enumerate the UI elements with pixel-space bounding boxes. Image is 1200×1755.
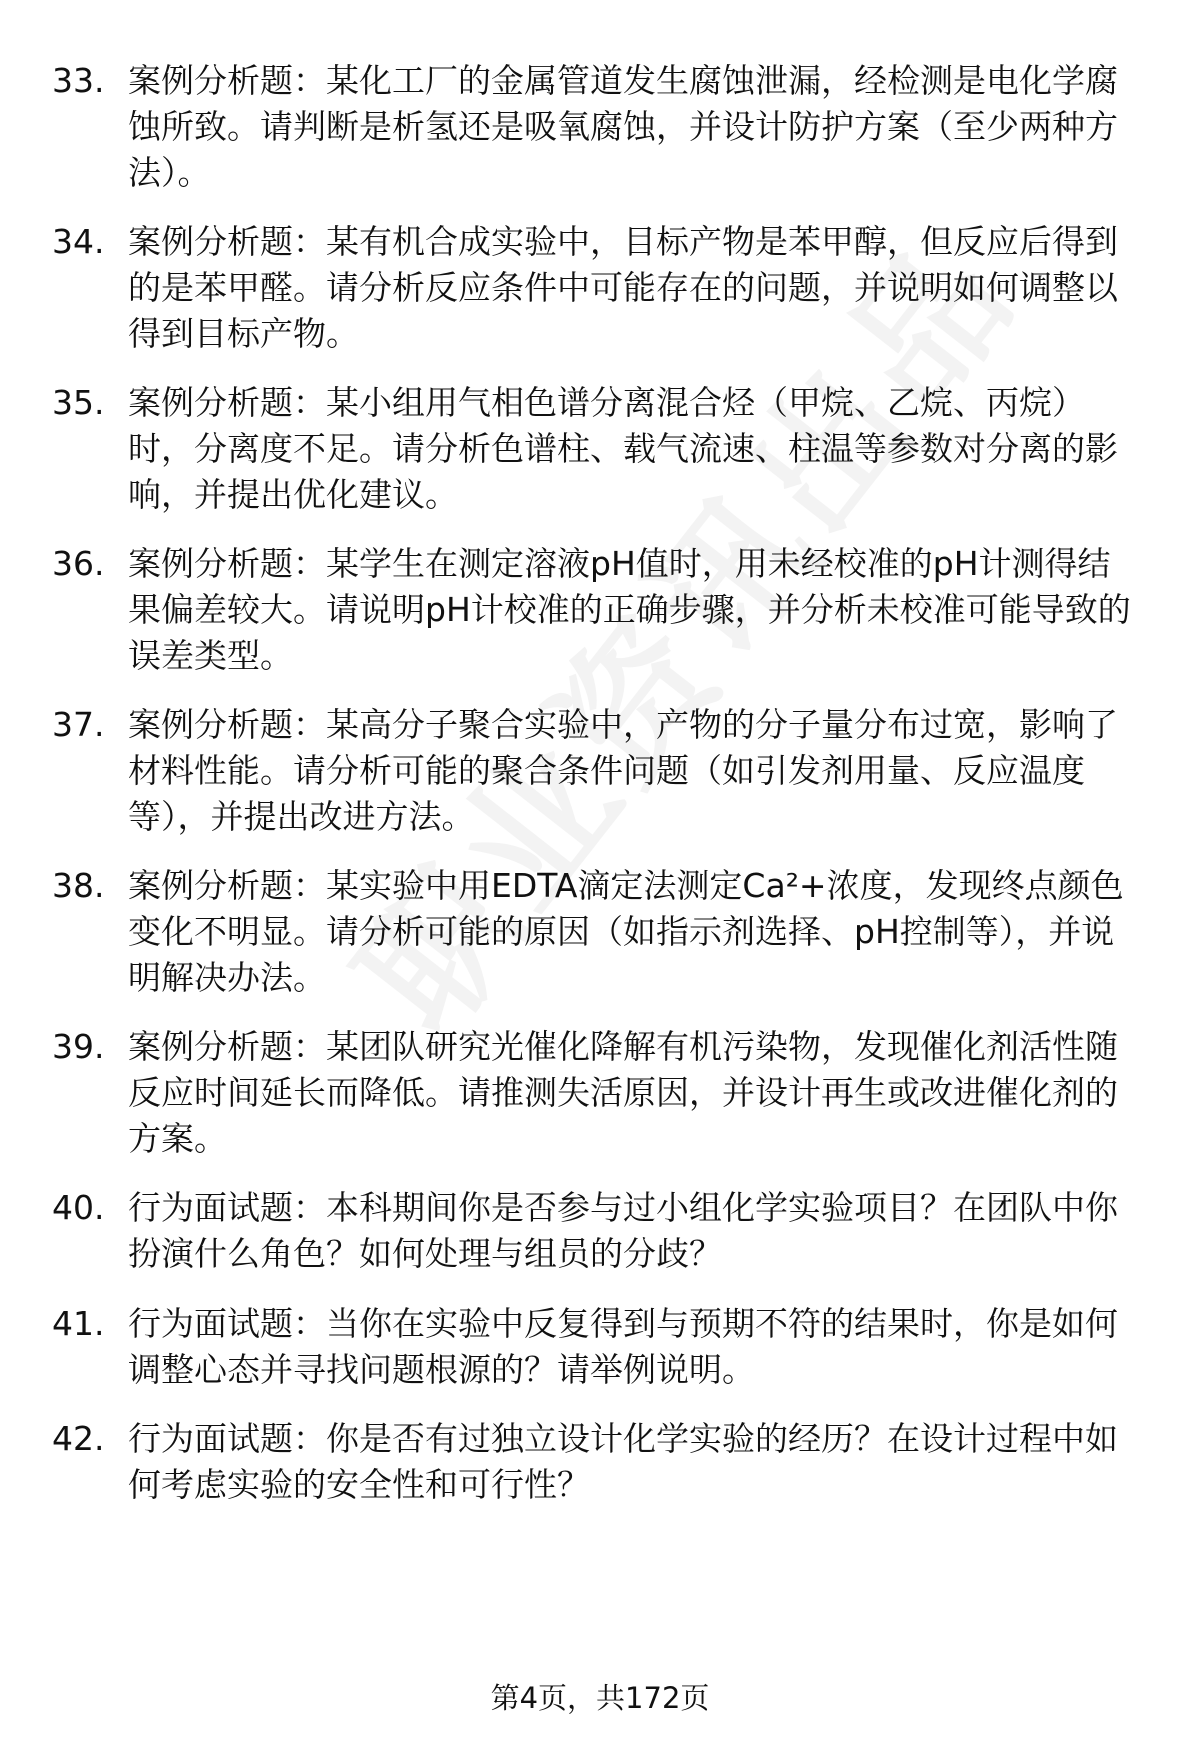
question-number: 39. [52,1027,105,1066]
question-number: 40. [52,1188,105,1227]
question-text: 案例分析题：某小组用气相色谱分离混合烃（甲烷、乙烷、丙烷）时，分离度不足。请分析色谱柱、载气流速、柱温等参数对分离的影响，并提出优化建议。 [128,383,1118,514]
question-item [0,541,1200,711]
question-text: 案例分析题：某有机合成实验中，目标产物是苯甲醇，但反应后得到的是苯甲醛。请分析反应条件中可能存在的问题，并说明如何调整以得到目标产物。 [128,222,1118,353]
question-number: 35. [52,383,105,422]
page-number: 第4页，共172页 [490,1681,710,1715]
question-item [0,58,1200,228]
question-item [0,863,1200,1033]
question-number: 38. [52,866,105,905]
question-item [0,1024,1200,1194]
question-text: 行为面试题：你是否有过独立设计化学实验的经历？在设计过程中如何考虑实验的安全性和可行性？ [128,1419,1118,1504]
question-number: 41. [52,1304,105,1343]
question-item [0,380,1200,550]
question-text: 行为面试题：本科期间你是否参与过小组化学实验项目？在团队中你扮演什么角色？如何处理与组员的分歧？ [128,1188,1118,1273]
question-text: 行为面试题：当你在实验中反复得到与预期不符的结果时，你是如何调整心态并寻找问题根源的？请举例说明。 [128,1304,1118,1389]
question-text: 案例分析题：某实验中用EDTA滴定法测定Ca²+浓度，发现终点颜色变化不明显。请分析可能的原因（如指示剂选择、pH控制等），并说明解决办法。 [128,866,1124,997]
page-footer [0,1678,1200,1718]
question-number: 34. [52,222,105,261]
question-number: 36. [52,544,105,583]
question-number: 37. [52,705,105,744]
question-text: 案例分析题：某高分子聚合实验中，产物的分子量分布过宽，影响了材料性能。请分析可能的聚合条件问题（如引发剂用量、反应温度等），并提出改进方法。 [128,705,1118,836]
question-number: 42. [52,1419,105,1458]
question-text: 案例分析题：某学生在测定溶液pH值时，用未经校准的pH计测得结果偏差较大。请说明pH计校准的正确步骤，并分析未校准可能导致的误差类型。 [128,544,1131,675]
question-text: 案例分析题：某化工厂的金属管道发生腐蚀泄漏，经检测是电化学腐蚀所致。请判断是析氢还是吸氧腐蚀，并设计防护方案（至少两种方法）。 [128,61,1118,192]
question-item [0,219,1200,389]
question-item [0,1416,1200,1586]
question-number: 33. [52,61,105,100]
question-item [0,702,1200,872]
question-text: 案例分析题：某团队研究光催化降解有机污染物，发现催化剂活性随反应时间延长而降低。请推测失活原因，并设计再生或改进催化剂的方案。 [128,1027,1118,1158]
